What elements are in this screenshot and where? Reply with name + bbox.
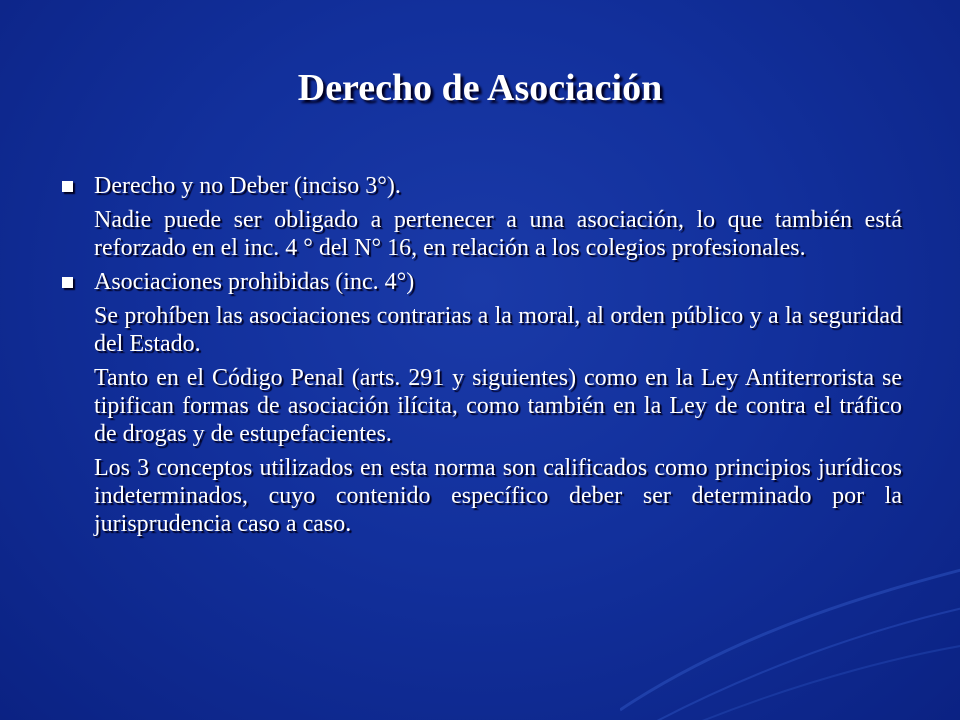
slide-title: Derecho de Asociación bbox=[297, 67, 663, 109]
paragraph: Los 3 conceptos utilizados en esta norma son calificados como principios jurídicos indeterminados, cuyo contenido específico deber ser determinado por la jurisprudencia caso a caso. bbox=[94, 455, 902, 537]
bullet-text: Derecho y no Deber (inciso 3°). bbox=[94, 173, 401, 199]
bullet-item bbox=[60, 172, 902, 200]
paragraph: Se prohíben las asociaciones contrarias a la moral, al orden público y a la seguridad del Estado. bbox=[94, 303, 902, 357]
bullet-square-icon bbox=[62, 277, 73, 288]
paragraph: Tanto en el Código Penal (arts. 291 y siguientes) como en la Ley Antiterrorista se tipifican formas de asociación ilícita, como también en la Ley de contra el tráfico de drogas y de estupefacientes. bbox=[94, 365, 902, 447]
bullet-text: Asociaciones prohibidas (inc. 4°) bbox=[94, 269, 415, 295]
bullet-square-icon bbox=[62, 181, 73, 192]
paragraph: Nadie puede ser obligado a pertenecer a una asociación, lo que también está reforzado en el inc. 4 ° del N° 16, en relación a los colegios profesionales. bbox=[94, 207, 902, 261]
slide-content bbox=[60, 172, 902, 544]
bullet-item bbox=[60, 268, 902, 296]
